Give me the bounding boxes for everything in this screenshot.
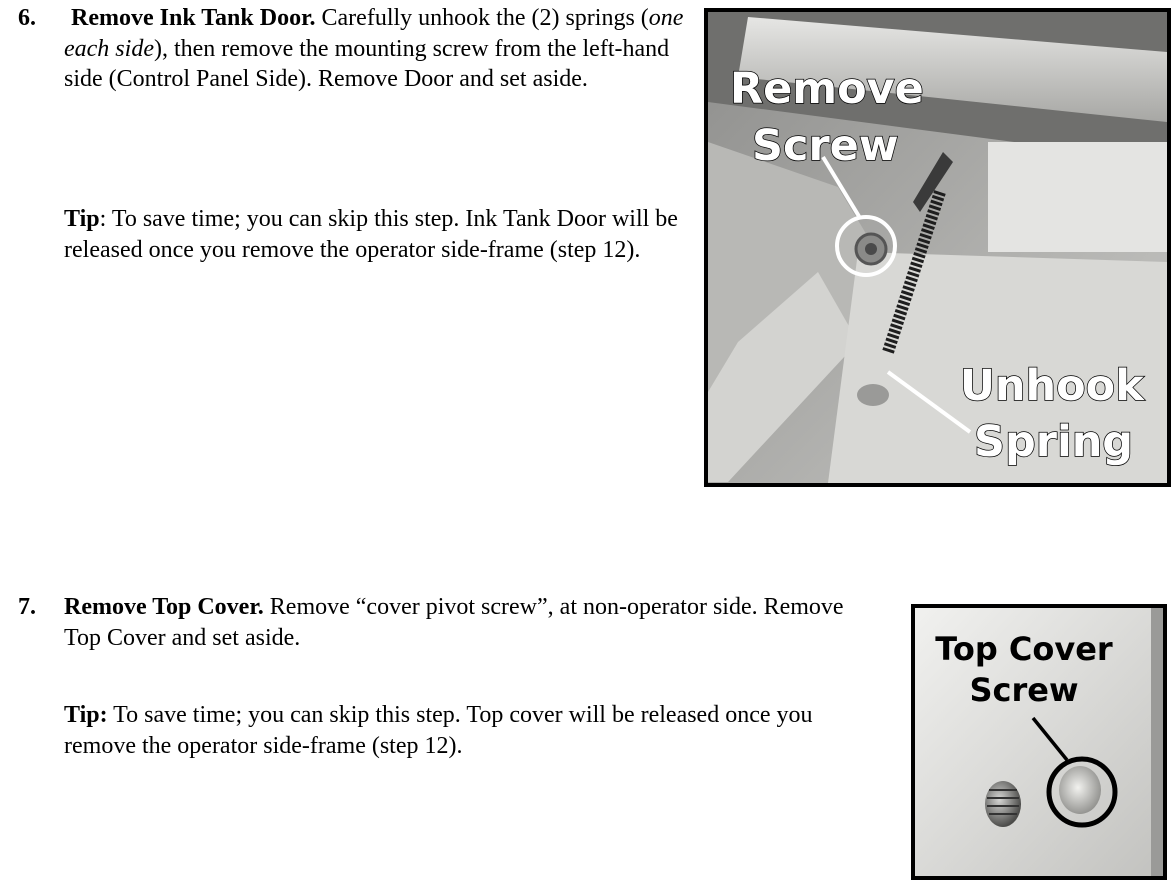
callout-screw: Screw [969, 671, 1079, 709]
callout-top-cover: Top Cover [935, 630, 1113, 668]
step-title: Remove Top Cover. [64, 594, 264, 620]
step-title: Remove Ink Tank Door. [71, 5, 316, 31]
tip-text: To save time; you can skip this step. Top cover will be released once you remove the operator side-frame (step 12). [64, 702, 813, 759]
step-7 [0, 590, 1172, 893]
step-instruction [64, 592, 864, 653]
instruction-text-part: ), then remove the mounting screw from the left-hand side (Control Panel Side). Remove Door and set aside. [64, 35, 670, 92]
callout-unhook: Unhook [960, 361, 1144, 411]
ink-tank-door-illustration [708, 12, 1167, 483]
tip-paragraph [64, 204, 694, 265]
top-cover-screw-illustration [915, 608, 1163, 876]
tip-text: : To save time; you can skip this step. Ink Tank Door will be released once you remove the operator side-frame (step 12). [64, 206, 678, 263]
step-number: 6. [18, 5, 36, 31]
instruction-text-part: Carefully unhook the (2) springs ( [315, 5, 649, 31]
panel-edge [1151, 608, 1163, 876]
tip-label: Tip: [64, 702, 108, 728]
side-panel [988, 142, 1167, 252]
callout-remove: Remove [730, 64, 924, 114]
tip-label: Tip [64, 206, 100, 232]
knurled-knob [985, 781, 1021, 827]
step-number: 7. [18, 594, 36, 620]
top-cover-screw-photo [911, 604, 1167, 880]
instruction-text: Remove “cover pivot screw”, at non-operator side. Remove Top Cover and set aside. [64, 594, 844, 651]
instruction-emphasis: one each side [64, 5, 684, 62]
ink-tank-door-photo [704, 8, 1171, 487]
step-instruction [64, 3, 694, 95]
spring-hole [857, 384, 889, 406]
callout-screw: Screw [752, 121, 899, 171]
pivot-screw [1059, 766, 1101, 814]
screw-head-detail [865, 243, 877, 255]
tip-paragraph [64, 700, 864, 761]
callout-spring: Spring [974, 417, 1134, 467]
